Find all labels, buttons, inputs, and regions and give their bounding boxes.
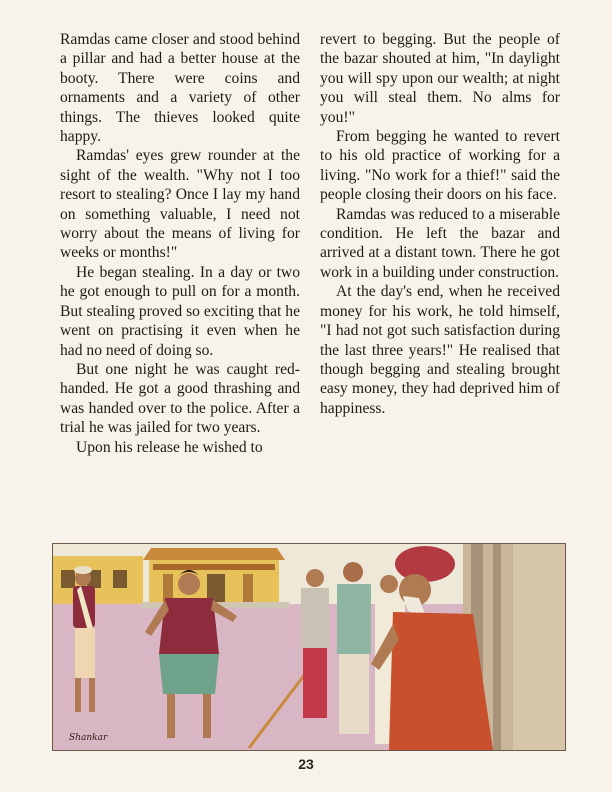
paragraph: He began stealing. In a day or two he got enough to pull on for a month. But stealing proved so exciting that he went on practising it even when he had no need of doing so. — [60, 263, 300, 359]
paragraph: Ramdas' eyes grew rounder at the sight of the wealth. "Why not I too resort to stealing? Once I lay my hand on something valuable, I need not worry about the means of living for weeks or months!" — [60, 147, 300, 262]
right-text-column — [320, 30, 560, 418]
illustration-scene — [53, 544, 565, 750]
paragraph: From begging he wanted to revert to his old practice of working for a living. "No work for a thief!" said the people closing their doors on his face. — [320, 128, 560, 204]
paragraph: Upon his release he wished to — [76, 438, 263, 456]
paragraph: But one night he was caught red-handed. He got a good thrashing and was handed over to the police. After a trial he was jailed for two years. — [60, 360, 300, 437]
paragraph: Ramdas was reduced to a miserable condition. He left the bazar and arrived at a distant town. There he got work in a building under construction. — [320, 205, 560, 281]
story-illustration — [52, 543, 566, 751]
paragraph: revert to begging. But the people of the bazar shouted at him, "In daylight you will spy upon our wealth; at night you will steal them. No alms for you!" — [320, 31, 560, 126]
artist-signature: Shankar — [69, 733, 108, 743]
left-text-column — [60, 30, 300, 457]
page-number: 23 — [298, 756, 314, 772]
paragraph: Ramdas came closer and stood behind a pillar and had a better house at the booty. There were coins and ornaments and a variety of other things. The thieves looked quite happy. — [60, 31, 300, 146]
paragraph: At the day's end, when he received money for his work, he told himself, "I had not got such satisfaction during the last three years!" He realised that though begging and stealing brought easy money, they had deprived him of happiness. — [320, 283, 560, 417]
